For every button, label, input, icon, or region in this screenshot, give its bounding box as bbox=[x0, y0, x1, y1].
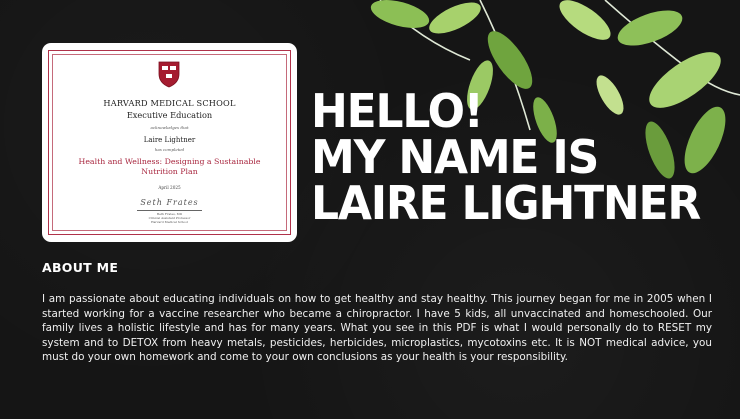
headline-line-2: MY NAME IS bbox=[311, 131, 599, 185]
certificate-card bbox=[42, 43, 297, 242]
headline-line-1: HELLO! bbox=[311, 84, 483, 139]
headline-line-3: LAIRE LIGHTNER bbox=[311, 177, 701, 231]
certificate-institution: HARVARD MEDICAL SCHOOL bbox=[103, 98, 236, 108]
about-heading: ABOUT ME bbox=[42, 260, 119, 275]
certificate-signer-name: Beth Frates, MD bbox=[156, 212, 183, 216]
about-body: I am passionate about educating individuals on how to get healthy and stay healthy. This journey began for me in 2005 when I started working for a vaccine researcher who became a chiropractor. I have 5 kids, all unvaccinated and homeschooled. Our family lives a holistic lifestyle and has for many years. What you see in this PDF is what I would personally do to RESET my system and to DETOX from heavy metals, pesticides, herbicides, microplastics, mycotoxins etc. It is NOT medical advice, you must do your own homework and come to your own conclusions as your health is your responsibility. bbox=[42, 293, 712, 363]
harvard-shield-icon bbox=[158, 61, 180, 88]
certificate-signature: Seth Frates bbox=[140, 198, 199, 207]
certificate-course: Health and Wellness: Designing a Sustainable Nutrition Plan bbox=[78, 157, 261, 176]
certificate-program: Executive Education bbox=[126, 110, 213, 120]
certificate-recipient: Laire Lightner bbox=[143, 136, 196, 144]
signature-line bbox=[137, 210, 202, 211]
certificate-acknowledges: acknowledges that bbox=[150, 125, 189, 130]
headline bbox=[311, 84, 731, 231]
certificate-signer-title: Clinical Assistant Professor bbox=[148, 216, 191, 220]
certificate-date: April 2025 bbox=[158, 185, 181, 190]
certificate-has-completed: has completed bbox=[154, 147, 185, 152]
certificate-signer-org: Harvard Medical School bbox=[151, 220, 188, 224]
